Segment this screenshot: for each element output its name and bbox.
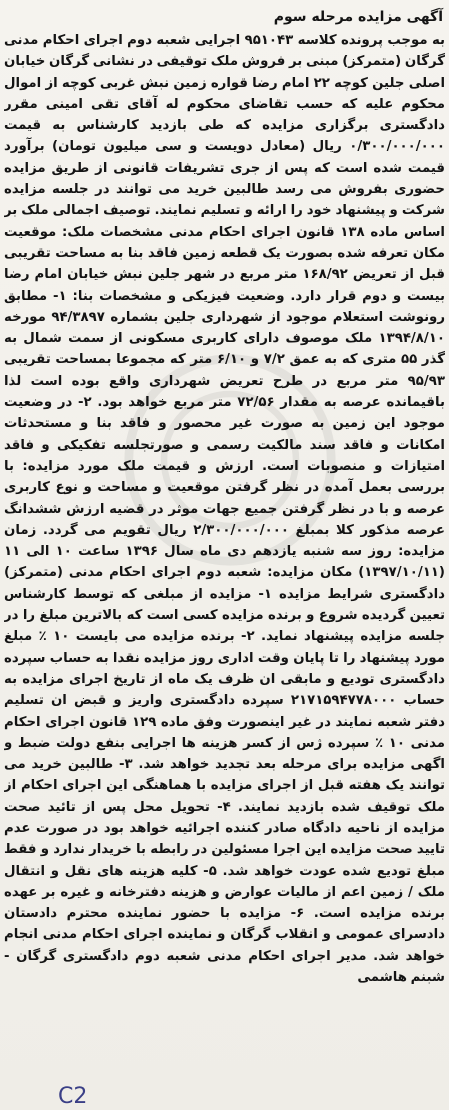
- notice-body: به موجب پرونده کلاسه ۹۵۱۰۴۳ اجرایی شعبه دوم اجرای احکام مدنی گرگان (متمرکز) مبنی بر فروش ملک توقیفی در نشانی گرگان خیابان اصلی جلین کوچه ۲۲ امام رضا قواره زمین نبش غربی کوچه از اموال محکوم علیه که حسب تقاضای محکوم له آقای تقی امینی مقرر دادگستری برگزاری مزایده که طی بازدید کارشناس به قیمت ۰/۳۰۰/۰۰۰/۰۰۰ ریال (معادل دویست و سی میلیون تومان) برآورد قیمت شده است که پس از جری تشریفات قانونی از طریق مزایده حضوری بفروش می رسد طالبین خرید می توانند در جلسه مزایده شرکت و پیشنهاد خود را ارائه و تسلیم نمایند. توصیف اجمالی ملک بر اساس ماده ۱۳۸ قانون اجرای احکام مدنی مشخصات ملک: موقعیت مکان تعرفه شده بصورت یک قطعه زمین فاقد بنا به مساحت تقریبی قبل از تعریض ۱۶۸/۹۲ متر مربع در شهر جلین نبش خیابان امام رضا بیست و دوم قرار دارد. وضعیت فیزیکی و مشخصات بنا: ۱- مطابق رونوشت استعلام موجود از شهرداری جلین بشماره ۹۴/۳۸۹۷ مورخه ۱۳۹۴/۸/۱۰ ملک موصوف دارای کاربری مسکونی از سمت شمال به گذر ۵۵ متری که به عمق ۷/۲ و ۶/۱۰ متر که مجموعا بمساحت تقریبی ۹۵/۹۳ متر مربع در طرح تعریض شهرداری واقع بوده است لذا باقیمانده عرصه به مقدار ۷۲/۵۶ متر مربع خواهد بود. ۲- در وضعیت موجود این زمین به صورت غیر محصور و فاقد بنا و مستحدثات امکانات و فاقد سند مالکیت رسمی و صورتجلسه تفکیکی و فاقد امتیازات و منصوبات است. ارزش و قیمت ملک مورد مزایده: با بررسی بعمل آمده در نظر گرفتن موقعیت و مساحت و نوع کاربری عرصه و با در نظر گرفتن جمیع جهات موثر در قضیه ارزش ششدانگ عرصه مذکور کلا بمبلغ ۲/۳۰۰/۰۰۰/۰۰۰ ریال تقویم می گردد. زمان مزایده: روز سه شنبه یازدهم دی ماه سال ۱۳۹۶ ساعت ۱۰ الی ۱۱ (۱۳۹۷/۱۰/۱۱) مکان مزایده: شعبه دوم اجرای احکام مدنی (متمرکز) دادگستری شرایط مزایده ۱- مزایده از مبلغی که توسط کارشناس تعیین گردیده شروع و برنده مزایده کسی است که بالاترین مبلغ را در جلسه مزایده پیشنهاد نماید. ۲- برنده مزایده می بایست ۱۰ ٪ مبلغ مورد پیشنهاد را تا پایان وقت اداری روز مزایده نقدا به حساب سپرده دادگستری تودیع و مابقی ان ظرف یک ماه از تاریخ اجرای مزایده به حساب ۲۱۷۱۵۹۴۷۷۸۰۰۰ سپرده دادگستری واریز و قبض ان تسلیم دفتر شعبه نمایند در غیر اینصورت وفق ماده ۱۲۹ قانون اجرای احکام مدنی ۱۰ ٪ سپرده ژس از کسر هزینه ها اجرایی بنفع دولت ضبط و اگهی مزایده برای مرحله بعد تجدید خواهد شد. ۳- طالبین خرید می توانند یک هفته قبل از اجرای مزایده با هماهنگی این اجرای احکام از ملک توقیف شده بازدید نمایند. ۴- تحویل محل پس از تائید صحت مزایده از ناحیه دادگاه صادر کننده اجرائیه خواهد بود در صورت عدم تایید صحت مزایده این اجرا مسئولین در رابطه با خریدار ندارد و فقط مبلغ تودیع شده عودت خواهد شد. ۵- کلیه هزینه های نقل و انتقال ملک / زمین اعم از مالیات عوارض و هزینه دفترخانه و غیره بر عهده برنده مزایده است. ۶- مزایده با حضور نماینده محترم دادستان دادسرای عمومی و انقلاب گرگان و نماینده اجرای احکام مدنی انجام خواهد شد. مدیر اجرای احکام مدنی شعبه دوم دادگستری گرگان - شبنم هاشمی: [4, 33, 445, 986]
- legal-notice-clipping: [4, 4, 445, 1084]
- handwritten-page-mark: C2: [58, 1084, 88, 1109]
- notice-title: آگهی مزایده مرحله سوم: [273, 9, 443, 25]
